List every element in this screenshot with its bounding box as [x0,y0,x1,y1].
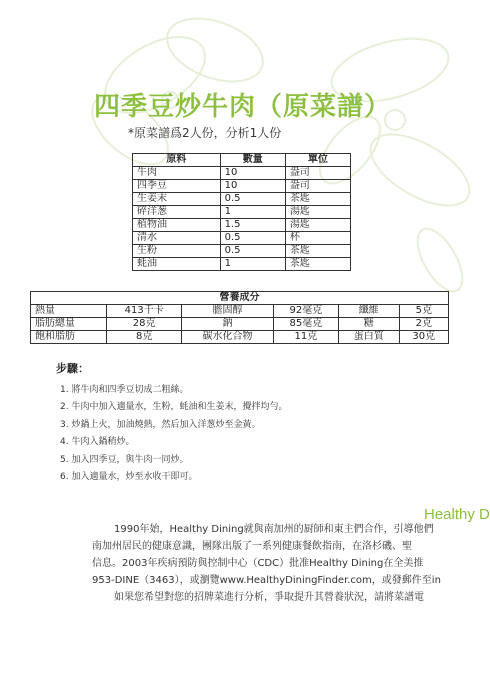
ingredient-qty: 0.5 [220,232,285,245]
ingredient-unit: 茶匙 [285,245,350,258]
paragraph-line: 1990年始，Healthy Dining就與南加州的厨師和東主們合作，引導他們 [114,524,434,535]
ingredient-qty: 10 [220,167,285,180]
paragraph-line: 信息。2003年疾病預防與控制中心（CDC）批准Healthy Dining在全美推 [92,558,424,569]
ingredient-unit: 杯 [285,232,350,245]
step-item: 1. 將牛肉和四季豆切成二粗絲。 [60,385,189,395]
step-item: 3. 炒鍋上火，加油燒熱，然后加入洋葱炒至金黃。 [60,419,261,430]
nutrient-label: 纖維 [338,305,399,318]
ingredient-qty: 0.5 [220,245,285,258]
nutrition-table [30,291,449,344]
table-row [31,331,449,344]
nutrient-value: 5克 [399,305,448,318]
step-item: 5. 加入四季豆，與牛肉一同炒。 [60,454,189,465]
step-item: 2. 牛肉中加入適量水，生粉，蚝油和生姜末，攪拌均勻。 [60,402,288,413]
column-header: 原料 [133,154,221,167]
table-row [133,206,351,219]
nutrient-value: 413千卡 [107,305,182,318]
ingredient-name: 清水 [133,232,221,245]
table-row [133,180,351,193]
page-title: 四季豆炒牛肉（原菜譜） [94,92,392,122]
nutrient-value: 30克 [399,331,448,344]
ingredient-name: 生姜末 [133,193,221,206]
table-row [133,193,351,206]
ingredient-name: 牛肉 [133,167,221,180]
ingredient-qty: 1 [220,206,285,219]
step-item: 6. 加入適量水，炒至水收干即可。 [60,471,198,482]
paragraph-line: 如果您希望對您的招牌菜進行分析，爭取提升其營養狀況，請將菜譜電 [114,592,424,603]
ingredient-unit: 茶匙 [285,258,350,271]
nutrient-value: 28克 [107,318,182,331]
table-row [133,258,351,271]
nutrient-label: 膽固醇 [182,305,274,318]
table-row [133,219,351,232]
column-header: 數量 [220,154,285,167]
steps-heading: 步驟： [56,362,89,375]
nutrient-label: 碳水化合物 [182,331,274,344]
ingredient-qty: 0.5 [220,193,285,206]
ingredients-table [132,153,351,271]
nutrient-value: 92毫克 [273,305,338,318]
ingredient-unit: 茶匙 [285,193,350,206]
paragraph-line: 南加州居民的健康意識，團隊出版了一系列健康餐飲指南，在洛杉磯、聖 [92,541,412,552]
table-row [31,305,449,318]
nutrient-label: 鈉 [182,318,274,331]
ingredient-qty: 1.5 [220,219,285,232]
nutrient-value: 8克 [107,331,182,344]
nutrient-label: 蛋白質 [338,331,399,344]
nutrition-header-row [31,292,449,305]
ingredient-unit: 湯匙 [285,206,350,219]
ingredient-name: 植物油 [133,219,221,232]
ingredient-name: 生粉 [133,245,221,258]
nutrient-label: 飽和脂肪 [31,331,107,344]
ingredients-header-row [133,154,351,167]
table-row [133,167,351,180]
steps-list [60,382,287,486]
column-header: 單位 [285,154,350,167]
nutrition-heading: 營養成分 [31,292,449,305]
paragraph-line: 953-DINE（3463），或瀏覽www.HealthyDiningFinder.com，或發郵件至in [92,575,441,586]
step-item: 4. 牛肉入鍋稍炒。 [60,437,135,448]
about-paragraph [92,521,478,606]
ingredient-name: 蚝油 [133,258,221,271]
nutrient-value: 85毫克 [273,318,338,331]
nutrient-label: 熱量 [31,305,107,318]
nutrient-label: 脂肪總量 [31,318,107,331]
ingredient-unit: 湯匙 [285,219,350,232]
section-heading: Healthy D [424,506,490,523]
ingredient-unit: 盎司 [285,180,350,193]
table-row [133,232,351,245]
recipe-serving-note: *原菜譜爲2人份，分析1人份 [128,126,282,140]
nutrient-value: 2克 [399,318,448,331]
ingredient-unit: 盎司 [285,167,350,180]
table-row [31,318,449,331]
ingredient-qty: 1 [220,258,285,271]
nutrient-label: 糖 [338,318,399,331]
ingredient-name: 四季豆 [133,180,221,193]
nutrient-value: 11克 [273,331,338,344]
ingredient-qty: 10 [220,180,285,193]
table-row [133,245,351,258]
ingredient-name: 碎洋葱 [133,206,221,219]
